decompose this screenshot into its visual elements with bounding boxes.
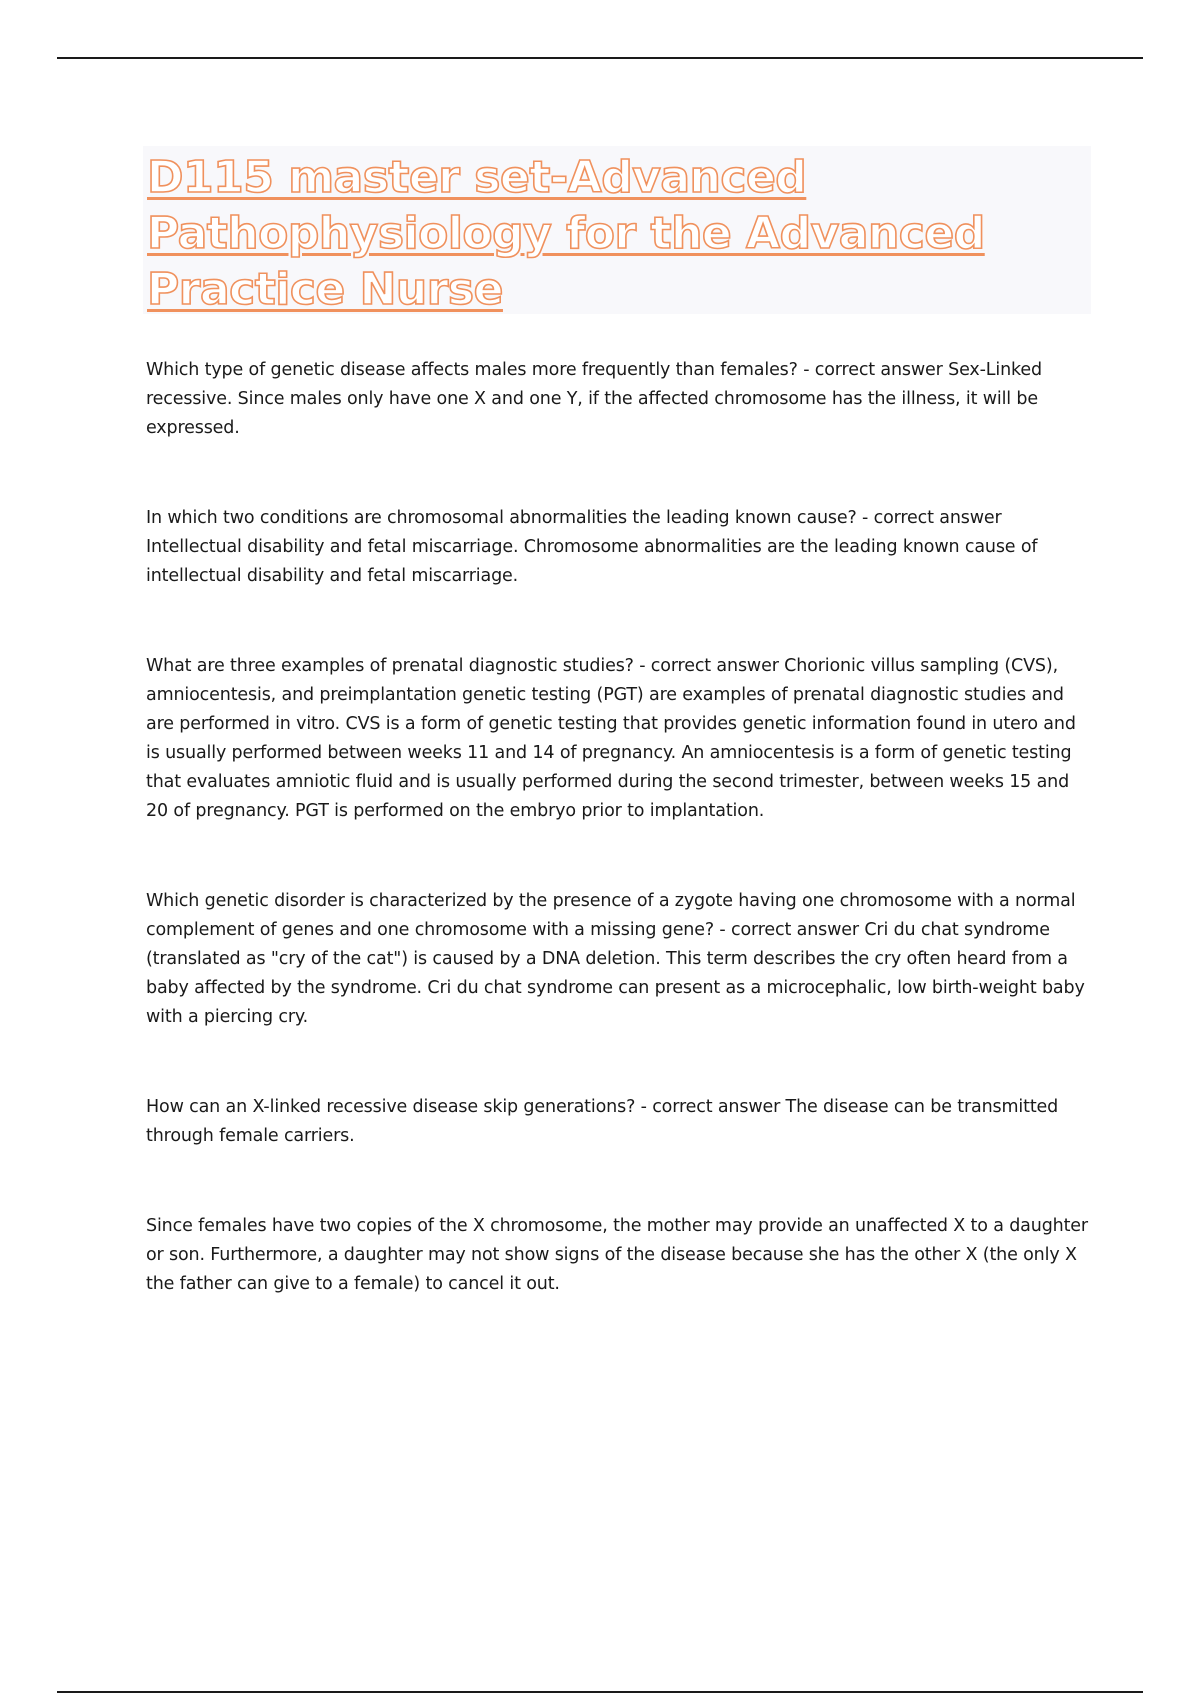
qa-entry: Since females have two copies of the X chromosome, the mother may provide an unaffected X to a daughter or son. Furthermore, a daughter may not show signs of the disease because she has the other X (the only X the father can give to a female) to cancel it out. <box>146 1216 1088 1294</box>
qa-entry: What are three examples of prenatal diagnostic studies? - correct answer Chorionic villus sampling (CVS), amniocentesis, and preimplantation genetic testing (PGT) are examples of prenatal diagnostic studies and are performed in vitro. CVS is a form of genetic testing that provides genetic information found in utero and is usually performed between weeks 11 and 14 of pregnancy. An amniocentesis is a form of genetic testing that evaluates amniotic fluid and is usually performed during the second trimester, between weeks 15 and 20 of pregnancy. PGT is performed on the embryo prior to implantation. <box>146 656 1076 821</box>
qa-entry: Which type of genetic disease affects males more frequently than females? - correct answer Sex-Linked recessive. Since males only have one X and one Y, if the affected chromosome has the illness, it will be expressed. <box>146 360 1042 438</box>
qa-entry: In which two conditions are chromosomal abnormalities the leading known cause? - correct answer Intellectual disability and fetal miscarriage. Chromosome abnormalities are the leading known cause of intellectual disability and fetal miscarriage. <box>146 508 1038 586</box>
top-rule <box>57 57 1143 59</box>
document-title: D115 master set-Advanced Pathophysiology for the Advanced Practice Nurse <box>147 152 985 315</box>
qa-entry: How can an X-linked recessive disease skip generations? - correct answer The disease can be transmitted through female carriers. <box>146 1097 1059 1146</box>
document-body <box>146 356 1094 1299</box>
bottom-rule <box>57 1691 1143 1693</box>
title-banner <box>143 146 1091 314</box>
qa-entry: Which genetic disorder is characterized by the presence of a zygote having one chromosome with a normal complement of genes and one chromosome with a missing gene? - correct answer Cri du chat syndrome (translated as "cry of the cat") is caused by a DNA deletion. This term describes the cry often heard from a baby affected by the syndrome. Cri du chat syndrome can present as a microcephalic, low birth-weight baby with a piercing cry. <box>146 891 1085 1027</box>
